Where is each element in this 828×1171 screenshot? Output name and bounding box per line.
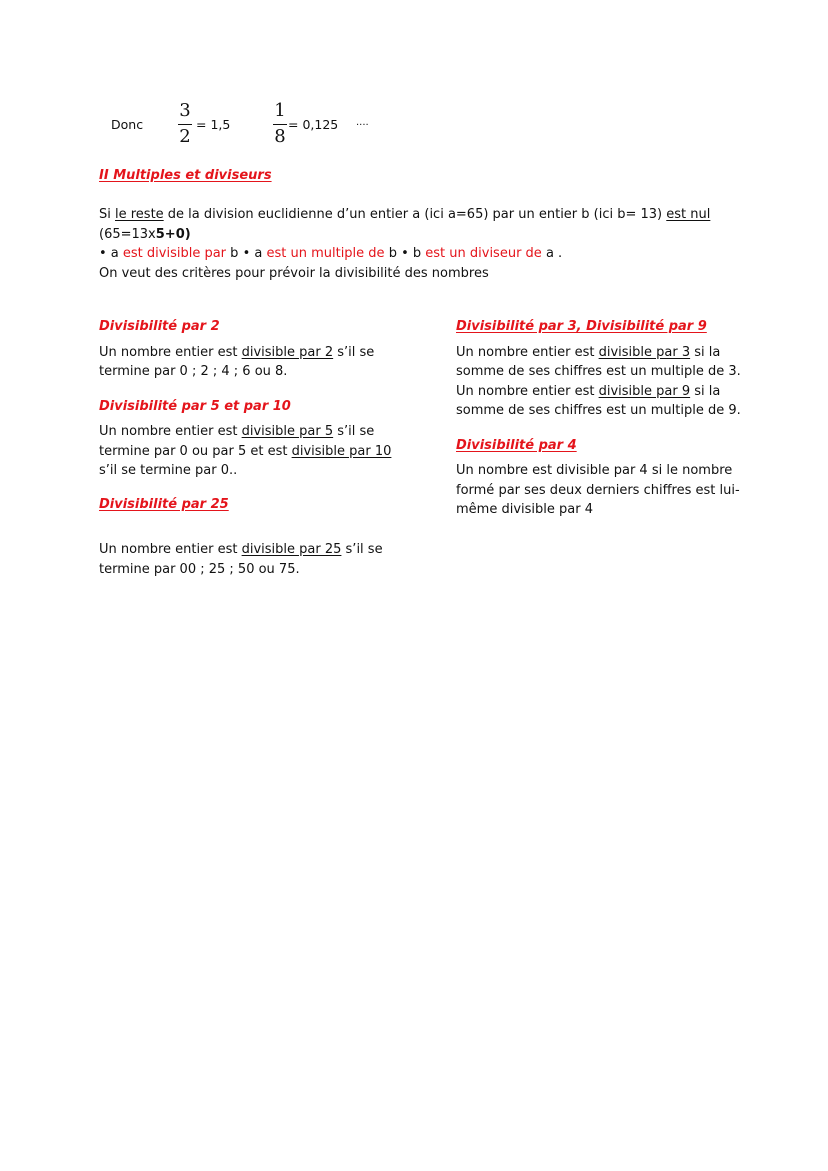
p1-start: Si (99, 207, 115, 222)
bullet-2-dot: • a (242, 246, 267, 261)
fraction2-numerator: 1 (274, 100, 286, 121)
fraction1-denominator: 2 (179, 126, 191, 147)
div2-line1 (99, 343, 374, 363)
div2-l1-u: divisible par 2 (241, 345, 334, 360)
div3-l1-u: divisible par 3 (598, 345, 691, 360)
bullet-3-red: est un diviseur de (425, 246, 542, 261)
p2-bold: 5+0) (155, 227, 191, 242)
paragraph-1 (99, 205, 710, 225)
div2-line2: termine par 0 ; 2 ; 4 ; 6 ou 8. (99, 364, 288, 379)
fraction2-denominator: 8 (274, 126, 286, 147)
div3-line2: somme de ses chiffres est un multiple de 3. (456, 364, 741, 379)
div25-line1 (99, 540, 383, 560)
div3-line1 (456, 343, 720, 363)
paragraph-2 (99, 225, 191, 245)
div4-line2: formé par ses deux derniers chiffres est lui- (456, 483, 740, 498)
p1-mid: de la division euclidienne d’un entier a (ici a=65) par un entier b (ici b= 13) (163, 207, 667, 222)
p1-nul: est nul (666, 207, 711, 222)
fraction1-result: = 1,5 (196, 117, 231, 132)
div4-title: Divisibilité par 4 (456, 438, 577, 453)
div25-l1-a: Un nombre entier est (99, 542, 242, 557)
div5-l1-b: s’il se (333, 424, 375, 439)
div4-line3: même divisible par 4 (456, 502, 593, 517)
div9-l1-a: Un nombre entier est (456, 384, 599, 399)
div2-l1-b: s’il se (333, 345, 375, 360)
fraction2-result: = 0,125 (288, 117, 339, 132)
div9-line2: somme de ses chiffres est un multiple de 9. (456, 403, 741, 418)
div3-l1-b: si la (690, 345, 721, 360)
div9-l1-u: divisible par 9 (598, 384, 691, 399)
div5-l1-a: Un nombre entier est (99, 424, 242, 439)
div3-l1-a: Un nombre entier est (456, 345, 599, 360)
p2-open: (65=13x (99, 227, 156, 242)
div5-line1 (99, 422, 374, 442)
section-title: II Multiples et diviseurs (99, 168, 272, 183)
div4-line1: Un nombre est divisible par 4 si le nombre (456, 463, 733, 478)
div5-l2-u: divisible par 10 (291, 444, 392, 459)
paragraph-3: On veut des critères pour prévoir la divisibilité des nombres (99, 266, 489, 281)
donc-label: Donc (111, 117, 144, 132)
div25-line2: termine par 00 ; 25 ; 50 ou 75. (99, 562, 300, 577)
div2-title: Divisibilité par 2 (99, 319, 220, 334)
fraction2-bar (273, 124, 287, 125)
div5-l2-a: termine par 0 ou par 5 et est (99, 444, 292, 459)
fraction1-numerator: 3 (179, 100, 191, 121)
ellipsis: .... (356, 117, 369, 128)
bullet-line (99, 244, 562, 264)
div9-line1 (456, 382, 720, 402)
div5-l1-u: divisible par 5 (241, 424, 334, 439)
div25-l1-u: divisible par 25 (241, 542, 342, 557)
div5-line2 (99, 442, 391, 462)
div25-title: Divisibilité par 25 (99, 497, 229, 512)
bullet-3-dot: • b (401, 246, 426, 261)
div3-9-title: Divisibilité par 3, Divisibilité par 9 (456, 319, 707, 334)
div2-l1-a: Un nombre entier est (99, 345, 242, 360)
p1-reste: le reste (115, 207, 164, 222)
div5-10-title: Divisibilité par 5 et par 10 (99, 399, 291, 414)
bullet-1-red: est divisible par (122, 246, 227, 261)
bullet-3-end: a . (541, 246, 563, 261)
div25-l1-b: s’il se (341, 542, 383, 557)
fraction1-bar (178, 124, 192, 125)
bullet-2-red: est un multiple de (266, 246, 385, 261)
bullet-1-end: b (226, 246, 243, 261)
div9-l1-b: si la (690, 384, 721, 399)
bullet-2-end: b (384, 246, 402, 261)
bullet-1-dot: • a (99, 246, 123, 261)
div5-line3: s’il se termine par 0.. (99, 463, 238, 478)
